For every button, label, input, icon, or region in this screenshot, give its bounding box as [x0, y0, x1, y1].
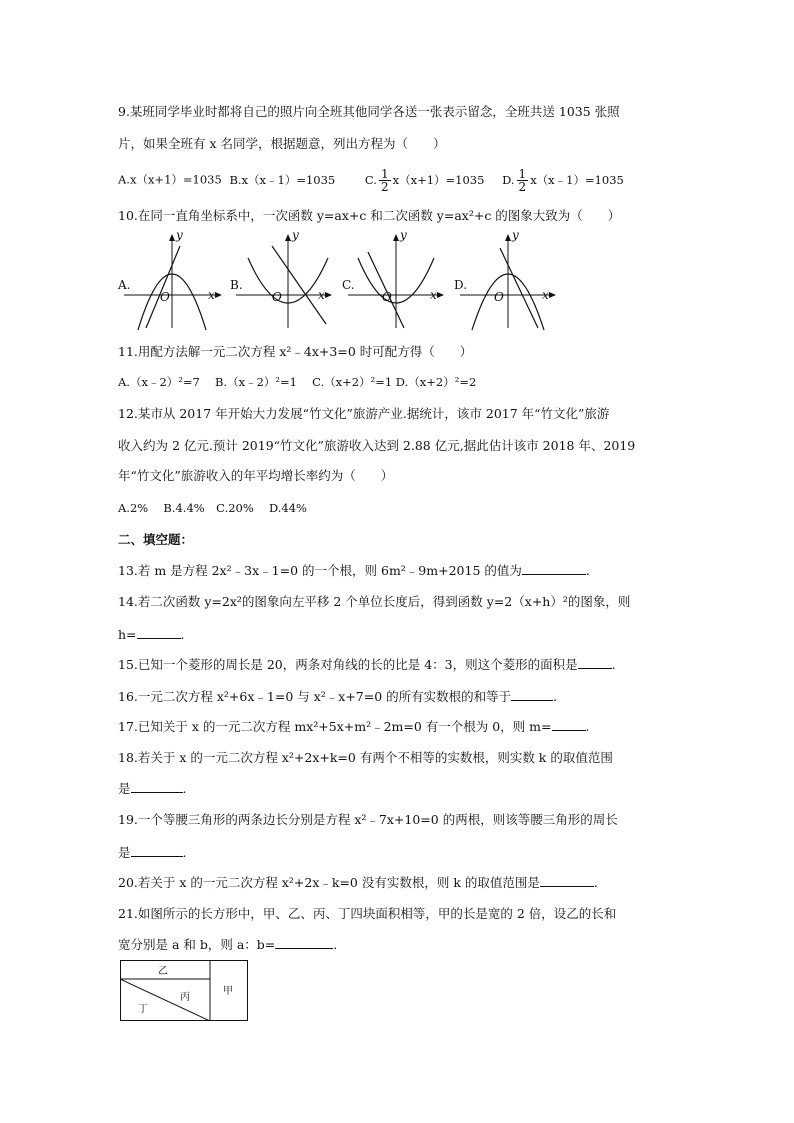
q9-line1: 9.某班同学毕业时都将自己的照片向全班其他同学各送一张表示留念，全班共送 1035 张照: [118, 104, 620, 119]
graph-c-x-label: x: [430, 288, 437, 302]
q9-option-d: D. $\frac{1}{2}$ x（x﹣1）=1035: [502, 167, 624, 194]
period: .: [553, 689, 558, 704]
q16-line: [118, 688, 557, 705]
graph-b: [230, 228, 338, 332]
q14-text: h=: [118, 627, 137, 642]
q12-line2: 收入约为 2 亿元.预计 2019“竹文化”旅游收入达到 2.88 亿元,据此估计该市 2018 年、2019: [118, 438, 636, 453]
graph-a-label: A.: [118, 278, 131, 292]
q19-line2: [118, 844, 187, 861]
q21-line2: [118, 936, 337, 953]
graph-b-origin: O: [272, 290, 282, 304]
graph-c: [342, 228, 450, 332]
q13-text: 13.若 m 是方程 2x²﹣3x﹣1=0 的一个根，则 6m²﹣9m+2015 的值为: [118, 563, 522, 578]
section-title: 二、填空题：: [118, 532, 194, 547]
period: .: [182, 781, 187, 796]
graph-a-y-label: y: [176, 228, 183, 242]
q17-text: 17.已知关于 x 的一元二次方程 mx²+5x+m²﹣2m=0 有一个根为 0，则 m=: [118, 719, 552, 734]
q14-line1: 14.若二次函数 y=2x²的图象向左平移 2 个单位长度后，得到函数 y=2（x+h）²的图象，则: [118, 594, 631, 609]
rectangle-figure: [120, 960, 248, 1021]
graph-a-origin: O: [160, 290, 170, 304]
graph-d-svg: [454, 228, 562, 332]
answer-blank[interactable]: [552, 718, 586, 731]
graph-c-origin: O: [382, 290, 392, 304]
q16-text: 16.一元二次方程 x²+6x﹣1=0 与 x²﹣x+7=0 的所有实数根的和等于: [118, 689, 512, 704]
period: .: [611, 657, 616, 672]
q9-options: [118, 168, 624, 194]
q18-line2: [118, 780, 187, 797]
answer-blank[interactable]: [511, 688, 553, 701]
period: .: [182, 845, 187, 860]
answer-blank[interactable]: [522, 562, 586, 575]
graph-d: [454, 228, 562, 332]
period: .: [180, 627, 185, 642]
q9-option-c: C. $\frac{1}{2}$ x（x+1）=1035: [364, 167, 485, 194]
label-ding: 丁: [138, 1004, 148, 1015]
graph-b-y-label: y: [292, 228, 299, 242]
fraction-half: $\frac{1}{2}$: [518, 167, 527, 194]
q19-line1: 19.一个等腰三角形的两条边长分别是方程 x²﹣7x+10=0 的两根，则该等腰三角形的周长: [118, 812, 618, 827]
q18-text: 是: [118, 781, 131, 796]
graph-b-label: B.: [230, 278, 243, 292]
q10-text: 10.在同一直角坐标系中，一次函数 y=ax+c 和二次函数 y=ax²+c 的图象大致为（ ）: [118, 208, 621, 223]
graph-b-svg: [230, 228, 338, 332]
label-bing: 丙: [180, 992, 190, 1003]
q9-option-a: A.x（x+1）=1035: [118, 172, 222, 187]
answer-blank[interactable]: [131, 844, 183, 857]
fraction-half: $\frac{1}{2}$: [380, 167, 389, 194]
q9-option-b: B.x（x﹣1）=1035: [229, 172, 336, 187]
q21-text: 宽分别是 a 和 b，则 a：b=: [118, 937, 276, 952]
q9-line2: 片，如果全班有 x 名同学，根据题意，列出方程为（ ）: [118, 136, 446, 151]
answer-blank[interactable]: [578, 656, 612, 669]
graph-d-y-label: y: [512, 228, 519, 242]
label-jia: 甲: [223, 986, 233, 997]
q11-text: 11.用配方法解一元二次方程 x²﹣4x+3=0 时可配方得（ ）: [118, 344, 473, 359]
q15-line: [118, 656, 616, 673]
period: .: [585, 719, 590, 734]
q13-line: [118, 562, 590, 579]
period: .: [593, 875, 598, 890]
q12-options: A.2% B.4.4% C.20% D.44%: [118, 501, 307, 515]
q15-text: 15.已知一个菱形的周长是 20，两条对角线的长的比是 4：3，则这个菱形的面积是: [118, 657, 578, 672]
q20-line: [118, 874, 598, 891]
answer-blank[interactable]: [131, 780, 183, 793]
graph-d-label: D.: [454, 278, 468, 292]
q18-line1: 18.若关于 x 的一元二次方程 x²+2x+k=0 有两个不相等的实数根，则实数 k 的取值范围: [118, 750, 613, 765]
graph-c-y-label: y: [400, 228, 407, 242]
graph-c-svg: [342, 228, 450, 332]
answer-blank[interactable]: [540, 874, 594, 887]
answer-blank[interactable]: [275, 936, 333, 949]
graph-d-origin: O: [494, 290, 504, 304]
graph-b-x-label: x: [318, 288, 325, 302]
graph-a-x-label: x: [208, 288, 215, 302]
period: .: [585, 563, 590, 578]
graph-c-label: C.: [342, 278, 355, 292]
period: .: [333, 937, 338, 952]
q14-line2: [118, 626, 185, 643]
graph-a-svg: [118, 228, 226, 332]
graph-a: [118, 228, 226, 332]
q20-text: 20.若关于 x 的一元二次方程 x²+2x﹣k=0 没有实数根，则 k 的取值范围是: [118, 875, 540, 890]
q17-line: [118, 718, 590, 735]
q12-line3: 年“竹文化”旅游收入的年平均增长率约为（ ）: [118, 468, 394, 483]
answer-blank[interactable]: [137, 626, 181, 639]
q19-text: 是: [118, 845, 131, 860]
label-yi: 乙: [158, 966, 168, 977]
graph-d-x-label: x: [542, 288, 549, 302]
q21-line1: 21.如图所示的长方形中，甲、乙、丙、丁四块面积相等，甲的长是宽的 2 倍，设乙的长和: [118, 906, 617, 921]
q11-options: A.（x﹣2）²=7 B.（x﹣2）²=1 C.（x+2）²=1 D.（x+2）²=2: [118, 375, 477, 389]
q12-line1: 12.某市从 2017 年开始大力发展“竹文化”旅游产业.据统计，该市 2017 年“竹文化”旅游: [118, 406, 610, 421]
